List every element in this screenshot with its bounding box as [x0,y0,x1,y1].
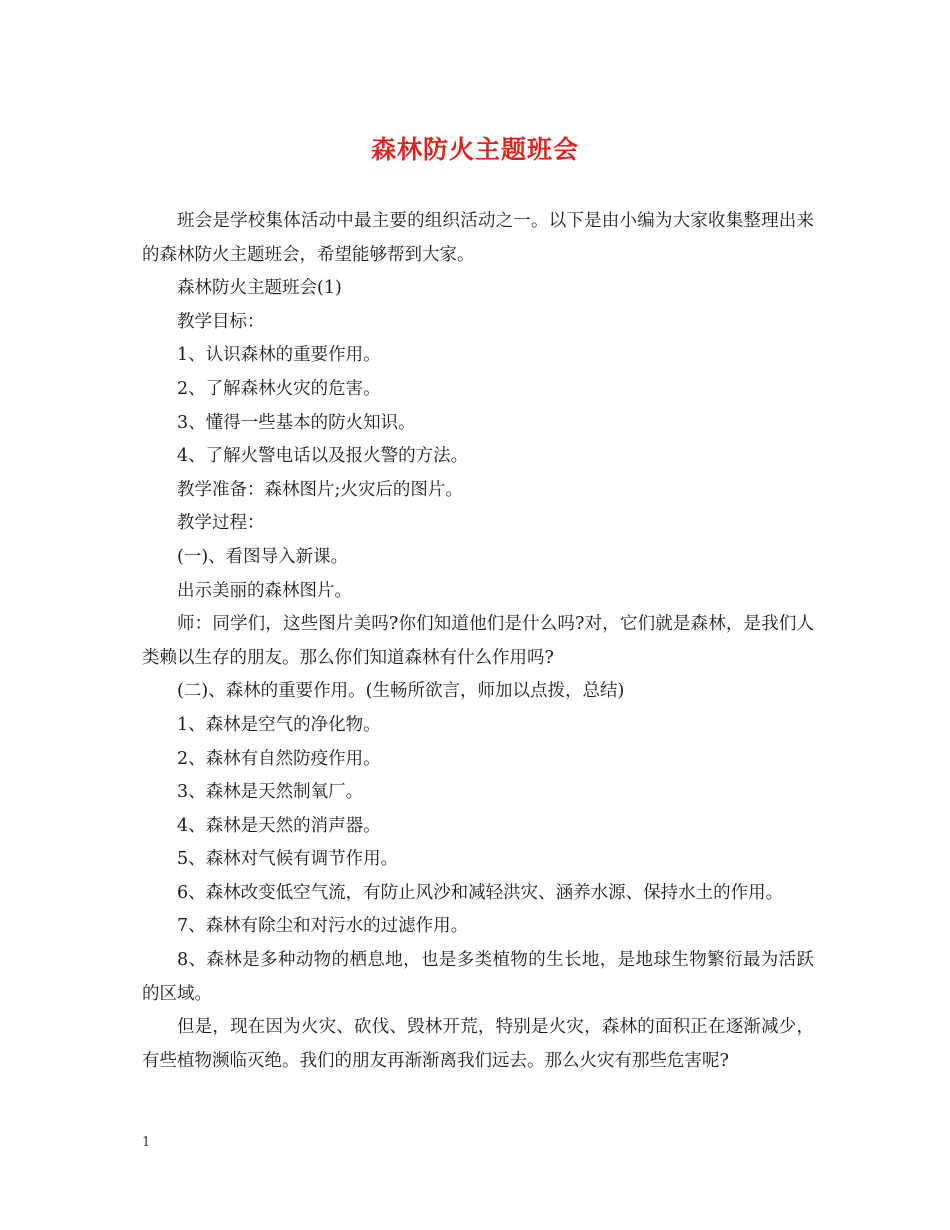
paragraph: 1、认识森林的重要作用。 [177,345,381,366]
body-text [142,205,814,1078]
paragraph: 2、了解森林火灾的危害。 [177,378,381,399]
page-number: 1 [142,1135,151,1150]
paragraph: 8、森林是多种动物的栖息地，也是多类植物的生长地，是地球生物繁衍最为活跃的区域。 [142,950,814,1004]
paragraph: 4、森林是天然的消声器。 [177,815,381,836]
paragraph: 班会是学校集体活动中最主要的组织活动之一。以下是由小编为大家收集整理出来的森林防火主题班会，希望能够帮到大家。 [142,211,814,265]
paragraph: 教学过程： [177,513,265,534]
paragraph: (一)、看图导入新课。 [177,546,349,567]
paragraph: 1、森林是空气的净化物。 [177,714,381,735]
paragraph: 森林防火主题班会(1) [177,278,342,299]
paragraph: 教学准备：森林图片;火灾后的图片。 [177,479,463,500]
paragraph: 3、懂得一些基本的防火知识。 [177,412,416,433]
paragraph: 2、森林有自然防疫作用。 [177,748,381,769]
paragraph: (二)、森林的重要作用。(生畅所欲言，师加以点拨，总结) [177,681,625,702]
paragraph: 7、森林有除尘和对污水的过滤作用。 [177,916,469,937]
paragraph: 教学目标： [177,311,265,332]
paragraph: 4、了解火警电话以及报火警的方法。 [177,446,469,467]
paragraph: 师：同学们，这些图片美吗?你们知道他们是什么吗?对，它们就是森林，是我们人类赖以生存的朋友。那么你们知道森林有什么作用吗? [142,614,814,668]
paragraph: 3、森林是天然制氧厂。 [177,782,364,803]
page-title: 森林防火主题班会 [370,135,579,164]
paragraph: 6、森林改变低空气流，有防止风沙和减轻洪灾、涵养水源、保持水土的作用。 [177,882,784,903]
paragraph: 但是，现在因为火灾、砍伐、毁林开荒，特别是火灾，森林的面积正在逐渐减少，有些植物濒临灭绝。我们的朋友再渐渐离我们远去。那么火灾有那些危害呢? [142,1017,814,1071]
paragraph: 5、森林对气候有调节作用。 [177,849,399,870]
paragraph: 出示美丽的森林图片。 [177,580,352,601]
